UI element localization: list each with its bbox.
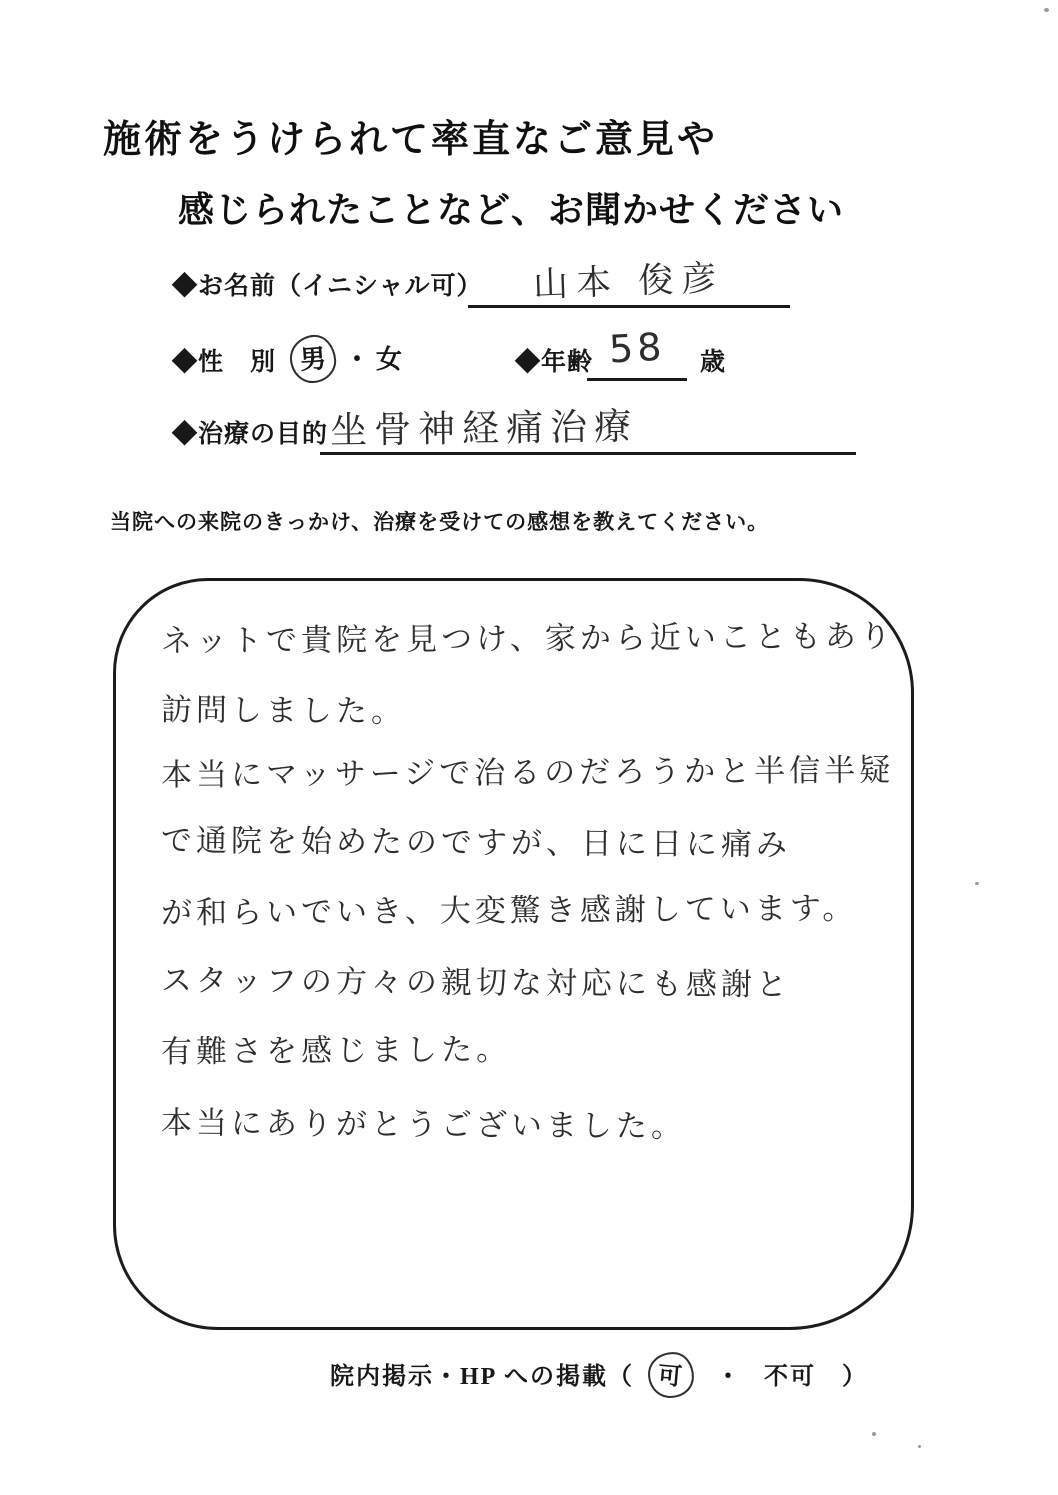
comment-line-8: 本当にありがとうございました。	[160, 1105, 687, 1145]
purpose-field-label: ◆治療の目的	[172, 421, 329, 448]
purpose-field-underline	[320, 398, 856, 455]
age-unit-label: 歳	[700, 349, 727, 376]
comment-line-3: 本当にマッサージで治るのだろうかと半信半疑	[160, 752, 895, 794]
publish-option-deny: 不可	[764, 1364, 817, 1390]
scan-noise-speck	[975, 882, 979, 885]
gender-option-male-circled: 男	[288, 333, 337, 384]
publish-option-allow-circled: 可	[646, 1350, 696, 1400]
form-title-line1: 施術をうけられて率直なご意見や	[103, 119, 719, 161]
publish-separator: ・	[716, 1364, 743, 1390]
comment-line-4: で通院を始めたのですが、日に日に痛み	[160, 822, 792, 864]
age-field-underline	[587, 326, 687, 381]
comment-box	[113, 578, 914, 1330]
name-field-value: 山本 俊彦	[532, 258, 726, 306]
scan-noise-speck	[918, 1445, 921, 1448]
comment-line-6: スタッフの方々の親切な対応にも感謝と	[160, 962, 792, 1004]
form-title-line2: 感じられたことなど、お聞かせください	[178, 190, 845, 230]
gender-field-label: ◆性 別	[172, 349, 277, 376]
publish-consent-label: 院内掲示・HP への掲載（	[330, 1364, 635, 1390]
publish-consent-close: ）	[842, 1364, 869, 1390]
age-field-label: ◆年齢	[515, 349, 594, 376]
age-field-value: 58	[607, 324, 667, 372]
comment-line-2: 訪問しました。	[160, 692, 407, 730]
comment-prompt: 当院への来院のきっかけ、治療を受けての感想を教えてください。	[110, 510, 770, 534]
gender-separator: ・	[344, 345, 371, 374]
scan-noise-speck	[1044, 8, 1049, 12]
publish-consent-row	[330, 1352, 868, 1398]
comment-line-5: が和らいでいき、大変驚き感謝しています。	[160, 890, 858, 932]
scan-noise-speck	[872, 1432, 876, 1436]
name-field-label: ◆お名前（イニシャル可）	[172, 273, 483, 300]
comment-line-7: 有難さを感じました。	[160, 1031, 512, 1071]
purpose-field-value: 坐骨神経痛治療	[329, 404, 639, 453]
gender-option-female: 女	[376, 345, 403, 374]
name-field-underline	[468, 250, 790, 308]
gender-options	[290, 335, 402, 383]
comment-line-1: ネットで貴院を見つけ、家から近いこともあり	[160, 618, 895, 660]
